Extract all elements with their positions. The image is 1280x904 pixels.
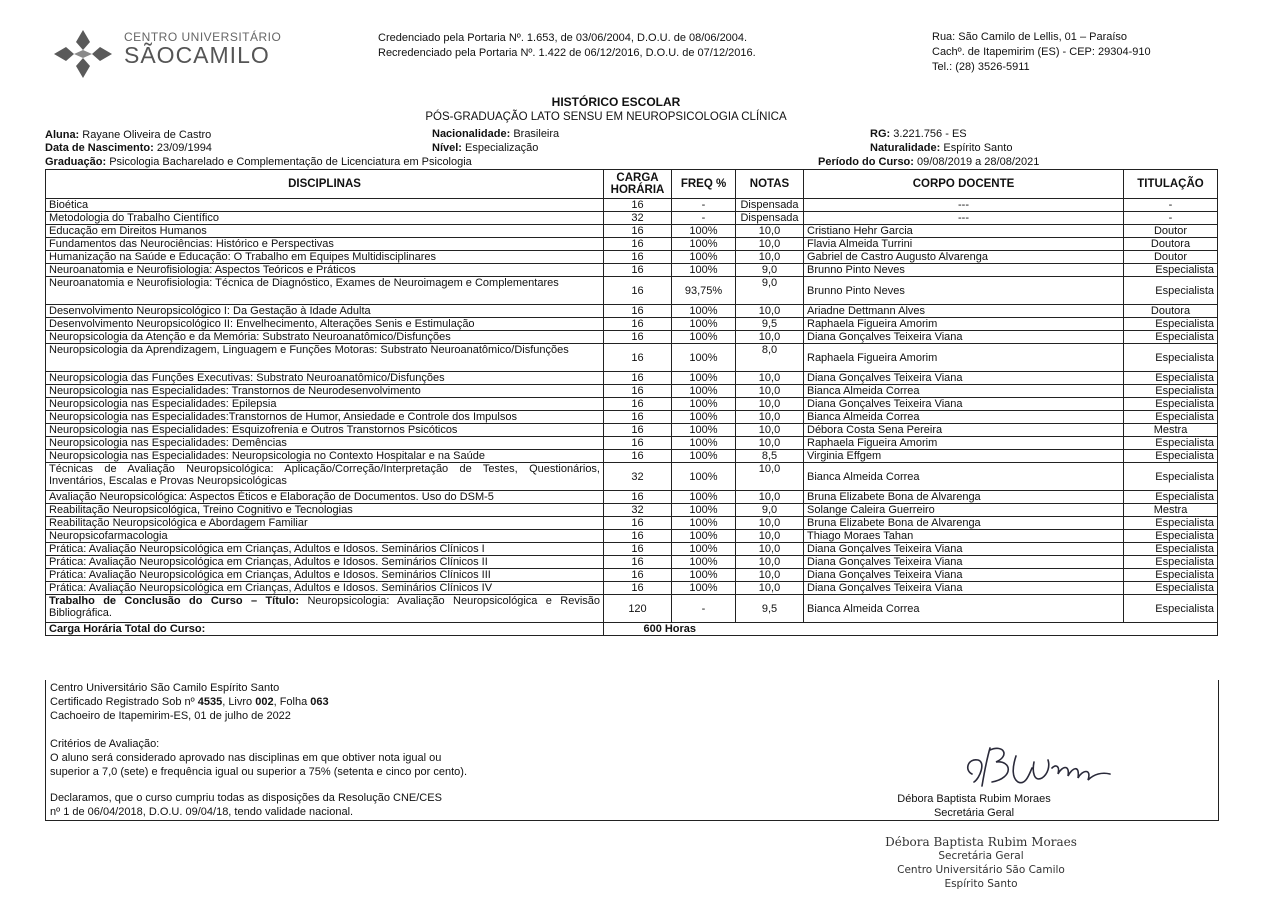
table-row	[46, 463, 1218, 491]
stamp-institution: Centro Universitário São Camilo	[897, 864, 1065, 876]
frequency-cell: 100%	[672, 264, 736, 277]
hours-cell: 16	[604, 264, 672, 277]
signatory-block	[888, 792, 1060, 820]
hours-cell: 16	[604, 318, 672, 331]
table-row	[46, 238, 1218, 251]
course-title: PÓS-GRADUAÇÃO LATO SENSU EM NEUROPSICOLOGIA CLÍNICA	[425, 111, 787, 123]
table-row	[46, 504, 1218, 517]
header-notas: NOTAS	[736, 170, 804, 199]
teacher-cell: Brunno Pinto Neves	[804, 264, 1124, 277]
address-phone: Tel.: (28) 3526-5911	[932, 61, 1030, 73]
teacher-cell: ---	[804, 199, 1124, 212]
teacher-cell: Diana Gonçalves Teixeira Viana	[804, 398, 1124, 411]
frequency-cell: 100%	[672, 450, 736, 463]
header-carga: CARGA HORÁRIA	[604, 170, 672, 199]
discipline-cell: Prática: Avaliação Neuropsicológica em Crianças, Adultos e Idosos. Seminários Clínicos IV	[46, 582, 604, 595]
header-titulacao: TITULAÇÃO	[1124, 170, 1218, 199]
table-row	[46, 424, 1218, 437]
teacher-cell: Solange Caleira Guerreiro	[804, 504, 1124, 517]
grade-cell: 9,0	[736, 264, 804, 277]
grade-cell: 10,0	[736, 411, 804, 424]
frequency-cell: 100%	[672, 556, 736, 569]
discipline-cell: Neuropsicologia da Atenção e da Memória: Substrato Neuroanatômico/Disfunções	[46, 331, 604, 344]
signatory-role: Secretária Geral	[933, 807, 1015, 819]
tcc-teacher-cell: Bianca Almeida Correa	[804, 595, 1124, 623]
discipline-cell: Neuropsicologia nas Especialidades: Esquizofrenia e Outros Transtornos Psicóticos	[46, 424, 604, 437]
hours-cell: 16	[604, 344, 672, 372]
grade-cell: 10,0	[736, 543, 804, 556]
hours-cell: 16	[604, 556, 672, 569]
grade-cell: 10,0	[736, 372, 804, 385]
frequency-cell: 100%	[672, 331, 736, 344]
frequency-cell: 100%	[672, 398, 736, 411]
title-cell: -	[1124, 212, 1218, 225]
hours-cell: 16	[604, 305, 672, 318]
hours-cell: 16	[604, 424, 672, 437]
frequency-cell: -	[672, 212, 736, 225]
table-row	[46, 569, 1218, 582]
handwritten-signature	[960, 738, 1130, 794]
criteria-line-2: superior a 7,0 (sete) e frequência igual ou superior a 75% (setenta e cinco por cento).	[50, 766, 468, 778]
discipline-cell: Desenvolvimento Neuropsicológico I: Da Gestação à Idade Adulta	[46, 305, 604, 318]
grade-cell: 9,0	[736, 277, 804, 305]
teacher-cell: Bianca Almeida Correa	[804, 385, 1124, 398]
table-row	[46, 450, 1218, 463]
teacher-cell: Diana Gonçalves Teixeira Viana	[804, 569, 1124, 582]
teacher-cell: Diana Gonçalves Teixeira Viana	[804, 543, 1124, 556]
discipline-cell: Técnicas de Avaliação Neuropsicológica: Aplicação/Correção/Interpretação de Testes, Questionários, Inventários, Escalas e Provas Neuropsicológicas	[46, 463, 604, 491]
table-row	[46, 556, 1218, 569]
title-cell: Especialista	[1124, 569, 1218, 582]
hours-cell: 16	[604, 277, 672, 305]
tcc-title-cell: Especialista	[1124, 595, 1218, 623]
table-row	[46, 225, 1218, 238]
hours-cell: 32	[604, 212, 672, 225]
teacher-cell: Bianca Almeida Correa	[804, 463, 1124, 491]
student-graduation: Graduação: Psicologia Bacharelado e Complementação de Licenciatura em Psicologia	[45, 156, 472, 168]
criteria-title: Critérios de Avaliação:	[50, 738, 160, 750]
grade-cell: 10,0	[736, 424, 804, 437]
logo-wordmark: SÃOCAMILO	[124, 42, 270, 68]
table-row	[46, 491, 1218, 504]
hours-cell: 16	[604, 331, 672, 344]
teacher-cell: Bruna Elizabete Bona de Alvarenga	[804, 517, 1124, 530]
table-row	[46, 517, 1218, 530]
student-rg: RG: 3.221.756 - ES	[870, 128, 967, 140]
table-row	[46, 277, 1218, 305]
institution-name: Centro Universitário São Camilo Espírito Santo	[50, 682, 280, 694]
course-period: Período do Curso: 09/08/2019 a 28/08/2021	[818, 156, 1040, 168]
frequency-cell: 100%	[672, 305, 736, 318]
declaration-line-2: nº 1 de 06/04/2018, D.O.U. 09/04/18, tendo validade nacional.	[50, 806, 354, 818]
discipline-cell: Neuropsicologia nas Especialidades: Epilepsia	[46, 398, 604, 411]
grade-cell: 8,5	[736, 450, 804, 463]
frequency-cell: 100%	[672, 385, 736, 398]
transcript-table	[45, 169, 1218, 636]
grade-cell: 10,0	[736, 385, 804, 398]
header-freq: FREQ %	[672, 170, 736, 199]
teacher-cell: Bruna Elizabete Bona de Alvarenga	[804, 491, 1124, 504]
discipline-cell: Neuropsicologia nas Especialidades:Transtornos de Humor, Ansiedade e Controle dos Impulsos	[46, 411, 604, 424]
frequency-cell: 100%	[672, 517, 736, 530]
grade-cell: 10,0	[736, 331, 804, 344]
total-blank	[736, 623, 1218, 636]
grade-cell: 10,0	[736, 463, 804, 491]
table-row	[46, 385, 1218, 398]
grade-cell: 10,0	[736, 491, 804, 504]
title-cell: Especialista	[1124, 264, 1218, 277]
table-row	[46, 251, 1218, 264]
grade-cell: 10,0	[736, 517, 804, 530]
student-name: Aluna: Rayane Oliveira de Castro	[45, 129, 212, 141]
table-row	[46, 411, 1218, 424]
grade-cell: 10,0	[736, 569, 804, 582]
tcc-hours-cell: 120	[604, 595, 672, 623]
header-disciplinas: DISCIPLINAS	[46, 170, 604, 199]
discipline-cell: Bioética	[46, 199, 604, 212]
address-street: Rua: São Camilo de Lellis, 01 – Paraíso	[932, 31, 1128, 43]
discipline-cell: Prática: Avaliação Neuropsicológica em Crianças, Adultos e Idosos. Seminários Clínicos II	[46, 556, 604, 569]
frequency-cell: 100%	[672, 225, 736, 238]
stamp-role: Secretária Geral	[938, 850, 1024, 862]
title-cell: Especialista	[1124, 491, 1218, 504]
frequency-cell: 100%	[672, 582, 736, 595]
total-label: Carga Horária Total do Curso:	[46, 623, 604, 636]
grade-cell: 9,5	[736, 318, 804, 331]
table-row	[46, 199, 1218, 212]
discipline-cell: Prática: Avaliação Neuropsicológica em Crianças, Adultos e Idosos. Seminários Clínicos III	[46, 569, 604, 582]
title-cell: Especialista	[1124, 517, 1218, 530]
student-birthdate: Data de Nascimento: 23/09/1994	[45, 142, 212, 154]
table-row	[46, 398, 1218, 411]
title-cell: Doutora	[1124, 305, 1218, 318]
hours-cell: 32	[604, 463, 672, 491]
document-title: HISTÓRICO ESCOLAR	[551, 95, 681, 109]
title-cell: Especialista	[1124, 372, 1218, 385]
student-nationality: Nacionalidade: Brasileira	[432, 128, 560, 140]
table-row	[46, 212, 1218, 225]
grade-cell: 10,0	[736, 251, 804, 264]
total-row	[46, 623, 1218, 636]
title-cell: Especialista	[1124, 543, 1218, 556]
teacher-cell: Brunno Pinto Neves	[804, 277, 1124, 305]
tcc-row	[46, 595, 1218, 623]
discipline-cell: Prática: Avaliação Neuropsicológica em Crianças, Adultos e Idosos. Seminários Clínicos I	[46, 543, 604, 556]
tcc-discipline-cell: Trabalho de Conclusão do Curso – Título: Neuropsicologia: Avaliação Neuropsicológica e Revisão Bibliográfica.	[46, 595, 604, 623]
teacher-cell: Diana Gonçalves Teixeira Viana	[804, 331, 1124, 344]
discipline-cell: Humanização na Saúde e Educação: O Trabalho em Equipes Multidisciplinares	[46, 251, 604, 264]
tcc-grade-cell: 9,5	[736, 595, 804, 623]
title-cell: -	[1124, 199, 1218, 212]
teacher-cell: Diana Gonçalves Teixeira Viana	[804, 556, 1124, 569]
frequency-cell: -	[672, 199, 736, 212]
title-cell: Especialista	[1124, 398, 1218, 411]
title-cell: Especialista	[1124, 556, 1218, 569]
hours-cell: 16	[604, 543, 672, 556]
hours-cell: 16	[604, 569, 672, 582]
title-cell: Especialista	[1124, 331, 1218, 344]
criteria-line-1: O aluno será considerado aprovado nas disciplinas em que obtiver nota igual ou	[50, 752, 442, 764]
declaration-line-1: Declaramos, que o curso cumpriu todas as disposições da Resolução CNE/CES	[50, 792, 442, 804]
discipline-cell: Neuropsicologia nas Especialidades: Neuropsicologia no Contexto Hospitalar e na Saúde	[46, 450, 604, 463]
title-cell: Doutora	[1124, 238, 1218, 251]
grade-cell: 10,0	[736, 225, 804, 238]
official-stamp	[876, 835, 1086, 891]
frequency-cell: 100%	[672, 504, 736, 517]
hours-cell: 16	[604, 582, 672, 595]
grade-cell: Dispensada	[736, 212, 804, 225]
title-cell: Mestra	[1124, 504, 1218, 517]
grade-cell: 10,0	[736, 305, 804, 318]
title-cell: Especialista	[1124, 530, 1218, 543]
accreditation-block	[378, 31, 756, 61]
discipline-cell: Avaliação Neuropsicológica: Aspectos Éticos e Elaboração de Documentos. Uso do DSM-5	[46, 491, 604, 504]
teacher-cell: Débora Costa Sena Pereira	[804, 424, 1124, 437]
title-cell: Especialista	[1124, 385, 1218, 398]
logo-subtitle: CENTRO UNIVERSITÁRIO	[124, 30, 282, 44]
address-block	[932, 30, 1151, 75]
frequency-cell: 100%	[672, 411, 736, 424]
discipline-cell: Desenvolvimento Neuropsicológico II: Envelhecimento, Alterações Senis e Estimulação	[46, 318, 604, 331]
discipline-cell: Neuroanatomia e Neurofisiologia: Aspectos Teóricos e Práticos	[46, 264, 604, 277]
frequency-cell: 100%	[672, 463, 736, 491]
grade-cell: 10,0	[736, 437, 804, 450]
discipline-cell: Neuropsicofarmacologia	[46, 530, 604, 543]
place-date: Cachoeiro de Itapemirim-ES, 01 de julho de 2022	[50, 710, 291, 722]
hours-cell: 16	[604, 225, 672, 238]
table-row	[46, 582, 1218, 595]
discipline-cell: Fundamentos das Neurociências: Histórico e Perspectivas	[46, 238, 604, 251]
hours-cell: 16	[604, 450, 672, 463]
teacher-cell: ---	[804, 212, 1124, 225]
camillian-cross-icon	[52, 28, 114, 80]
discipline-cell: Neuropsicologia nas Especialidades: Demências	[46, 437, 604, 450]
stamp-name: Débora Baptista Rubim Moraes	[885, 835, 1077, 849]
frequency-cell: 100%	[672, 424, 736, 437]
teacher-cell: Raphaela Figueira Amorim	[804, 437, 1124, 450]
teacher-cell: Diana Gonçalves Teixeira Viana	[804, 582, 1124, 595]
grade-cell: 8,0	[736, 344, 804, 372]
title-cell: Especialista	[1124, 318, 1218, 331]
teacher-cell: Virginia Effgem	[804, 450, 1124, 463]
frequency-cell: 100%	[672, 344, 736, 372]
hours-cell: 16	[604, 251, 672, 264]
hours-cell: 16	[604, 530, 672, 543]
discipline-cell: Neuropsicologia nas Especialidades: Transtornos de Neurodesenvolvimento	[46, 385, 604, 398]
address-city: Cachº. de Itapemirim (ES) - CEP: 29304-910	[932, 46, 1151, 58]
grade-cell: 10,0	[736, 582, 804, 595]
table-row	[46, 372, 1218, 385]
grade-cell: 10,0	[736, 556, 804, 569]
hours-cell: 16	[604, 372, 672, 385]
table-row	[46, 530, 1218, 543]
table-header-row	[46, 170, 1218, 199]
discipline-cell: Educação em Direitos Humanos	[46, 225, 604, 238]
frequency-cell: 100%	[672, 372, 736, 385]
teacher-cell: Gabriel de Castro Augusto Alvarenga	[804, 251, 1124, 264]
title-cell: Doutor	[1124, 251, 1218, 264]
hours-cell: 16	[604, 199, 672, 212]
frequency-cell: 100%	[672, 251, 736, 264]
discipline-cell: Neuroanatomia e Neurofisiologia: Técnica de Diagnóstico, Exames de Neuroimagem e Complementares	[46, 277, 604, 305]
discipline-cell: Reabilitação Neuropsicológica, Treino Cognitivo e Tecnologias	[46, 504, 604, 517]
grade-cell: 10,0	[736, 238, 804, 251]
hours-cell: 16	[604, 491, 672, 504]
teacher-cell: Cristiano Hehr Garcia	[804, 225, 1124, 238]
frequency-cell: 100%	[672, 238, 736, 251]
title-cell: Especialista	[1124, 411, 1218, 424]
title-cell: Especialista	[1124, 582, 1218, 595]
teacher-cell: Ariadne Dettmann Alves	[804, 305, 1124, 318]
table-row	[46, 437, 1218, 450]
grade-cell: Dispensada	[736, 199, 804, 212]
discipline-cell: Reabilitação Neuropsicológica e Abordagem Familiar	[46, 517, 604, 530]
table-row	[46, 331, 1218, 344]
total-value: 600 Horas	[604, 623, 736, 636]
teacher-cell: Diana Gonçalves Teixeira Viana	[804, 372, 1124, 385]
stamp-state: Espírito Santo	[944, 878, 1018, 890]
table-row	[46, 318, 1218, 331]
frequency-cell: 100%	[672, 491, 736, 504]
title-cell: Especialista	[1124, 450, 1218, 463]
hours-cell: 32	[604, 504, 672, 517]
table-row	[46, 543, 1218, 556]
title-cell: Especialista	[1124, 463, 1218, 491]
hours-cell: 16	[604, 238, 672, 251]
title-cell: Especialista	[1124, 437, 1218, 450]
table-row	[46, 264, 1218, 277]
discipline-cell: Neuropsicologia das Funções Executivas: Substrato Neuroanatômico/Disfunções	[46, 372, 604, 385]
accreditation-line: Credenciado pela Portaria Nº. 1.653, de 03/06/2004, D.O.U. de 08/06/2004.	[378, 32, 748, 44]
signatory-name: Débora Baptista Rubim Moraes	[897, 793, 1051, 805]
hours-cell: 16	[604, 385, 672, 398]
teacher-cell: Flavia Almeida Turrini	[804, 238, 1124, 251]
title-cell: Mestra	[1124, 424, 1218, 437]
teacher-cell: Bianca Almeida Correa	[804, 411, 1124, 424]
title-cell: Doutor	[1124, 225, 1218, 238]
grade-cell: 10,0	[736, 398, 804, 411]
hours-cell: 16	[604, 437, 672, 450]
grade-cell: 10,0	[736, 530, 804, 543]
tcc-frequency-cell: -	[672, 595, 736, 623]
frequency-cell: 100%	[672, 437, 736, 450]
discipline-cell: Neuropsicologia da Aprendizagem, Linguagem e Funções Motoras: Substrato Neuroanatômico/Disfunções	[46, 344, 604, 372]
grade-cell: 9,0	[736, 504, 804, 517]
frequency-cell: 93,75%	[672, 277, 736, 305]
certificate-registration: Certificado Registrado Sob nº 4535, Livro 002, Folha 063	[50, 696, 329, 708]
course-level: Nível: Especialização	[432, 142, 539, 154]
hours-cell: 16	[604, 517, 672, 530]
hours-cell: 16	[604, 411, 672, 424]
frequency-cell: 100%	[672, 530, 736, 543]
discipline-cell: Metodologia do Trabalho Científico	[46, 212, 604, 225]
hours-cell: 16	[604, 398, 672, 411]
frequency-cell: 100%	[672, 318, 736, 331]
title-cell: Especialista	[1124, 277, 1218, 305]
header-docente: CORPO DOCENTE	[804, 170, 1124, 199]
table-row	[46, 305, 1218, 318]
student-birthplace: Naturalidade: Espírito Santo	[870, 142, 1013, 154]
frequency-cell: 100%	[672, 543, 736, 556]
reaccreditation-line: Recredenciado pela Portaria Nº. 1.422 de 06/12/2016, D.O.U. de 07/12/2016.	[378, 47, 756, 59]
title-cell: Especialista	[1124, 344, 1218, 372]
teacher-cell: Thiago Moraes Tahan	[804, 530, 1124, 543]
teacher-cell: Raphaela Figueira Amorim	[804, 318, 1124, 331]
frequency-cell: 100%	[672, 569, 736, 582]
table-row	[46, 344, 1218, 372]
institution-logo	[52, 26, 282, 80]
teacher-cell: Raphaela Figueira Amorim	[804, 344, 1124, 372]
